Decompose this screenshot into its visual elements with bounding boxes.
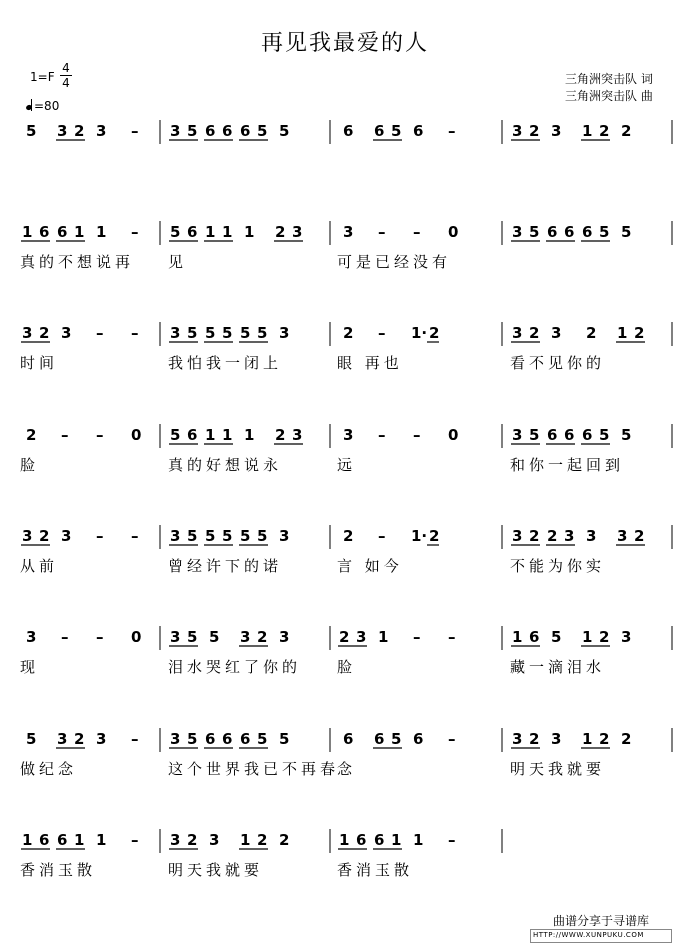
lyric-line: 可是已经没有 bbox=[337, 253, 452, 271]
note: 3 bbox=[209, 831, 220, 849]
note: 6 bbox=[205, 730, 216, 748]
note: 2 bbox=[74, 122, 85, 140]
note: 1 bbox=[413, 831, 424, 849]
note: 3 bbox=[57, 122, 68, 140]
note: 6 bbox=[564, 426, 575, 444]
note: 3 bbox=[170, 527, 181, 545]
note: 1 bbox=[96, 831, 107, 849]
note: 3 bbox=[564, 527, 575, 545]
note: 1 bbox=[391, 831, 402, 849]
footer-source: 曲谱分享于寻谱库 bbox=[553, 914, 650, 928]
note: 5 bbox=[170, 223, 181, 241]
note: 2 bbox=[343, 527, 354, 545]
note: 5 bbox=[599, 426, 610, 444]
note: 1 bbox=[617, 324, 628, 342]
note: 5 bbox=[222, 324, 233, 342]
note: 2 bbox=[599, 730, 610, 748]
note: 3 bbox=[512, 324, 523, 342]
lyric-line: 脸 bbox=[20, 456, 40, 474]
dash: – bbox=[96, 527, 104, 545]
note: 1 bbox=[205, 426, 216, 444]
dash: – bbox=[448, 122, 456, 140]
footer-url: HTTP://WWW.XUNPUKU.COM bbox=[533, 931, 644, 939]
note: 2 bbox=[343, 324, 354, 342]
note: 3 bbox=[170, 324, 181, 342]
note: 1 bbox=[378, 628, 389, 646]
note: 3 bbox=[170, 831, 181, 849]
note: 3 bbox=[279, 324, 290, 342]
note: 2 bbox=[74, 730, 85, 748]
lyric-line: 从前 bbox=[20, 557, 59, 575]
note: 1 bbox=[222, 426, 233, 444]
dash: – bbox=[413, 628, 421, 646]
note: 6 bbox=[374, 122, 385, 140]
note: 6 bbox=[356, 831, 367, 849]
note: 6 bbox=[343, 730, 354, 748]
note: 2 bbox=[634, 324, 645, 342]
note: 1 bbox=[244, 223, 255, 241]
note: 5 bbox=[279, 730, 290, 748]
note: 0 bbox=[448, 426, 459, 444]
lyric-line: 明天我就要 bbox=[510, 760, 606, 778]
note: 3 bbox=[512, 122, 523, 140]
note: 2 bbox=[547, 527, 558, 545]
tempo-value: =80 bbox=[34, 99, 60, 113]
note: 1· bbox=[411, 324, 428, 342]
note: 3 bbox=[586, 527, 597, 545]
note: 5 bbox=[621, 426, 632, 444]
note: 3 bbox=[292, 223, 303, 241]
note: 3 bbox=[22, 527, 33, 545]
note: 1· bbox=[411, 527, 428, 545]
note: 5 bbox=[26, 730, 37, 748]
note: 5 bbox=[621, 223, 632, 241]
note: 3 bbox=[170, 730, 181, 748]
lyricist-credit: 三角洲突击队 词 bbox=[565, 72, 653, 86]
note: 2 bbox=[275, 426, 286, 444]
note: 3 bbox=[26, 628, 37, 646]
note: 1 bbox=[22, 223, 33, 241]
lyric-line: 真的好想说永 bbox=[168, 456, 283, 474]
note: 1 bbox=[582, 730, 593, 748]
dash: – bbox=[131, 831, 139, 849]
note: 3 bbox=[279, 527, 290, 545]
note: 5 bbox=[209, 628, 220, 646]
note: 2 bbox=[279, 831, 290, 849]
lyric-line: 眼 再也 bbox=[337, 354, 403, 372]
note: 3 bbox=[551, 730, 562, 748]
note: 6 bbox=[57, 223, 68, 241]
dash: – bbox=[131, 324, 139, 342]
note: 2 bbox=[586, 324, 597, 342]
key-signature: 1=F bbox=[30, 70, 55, 84]
lyric-line: 见 bbox=[168, 253, 188, 271]
lyric-line: 香消玉散 bbox=[20, 861, 97, 879]
note: 2 bbox=[529, 527, 540, 545]
note: 2 bbox=[634, 527, 645, 545]
lyric-line: 香消玉散 bbox=[337, 861, 414, 879]
meter-bottom: 4 bbox=[62, 76, 70, 90]
note: 3 bbox=[170, 122, 181, 140]
note: 2 bbox=[429, 527, 440, 545]
note: 6 bbox=[57, 831, 68, 849]
note: 1 bbox=[74, 223, 85, 241]
dash: – bbox=[448, 831, 456, 849]
note: 3 bbox=[343, 223, 354, 241]
note: 2 bbox=[599, 122, 610, 140]
note: 5 bbox=[187, 730, 198, 748]
note: 5 bbox=[187, 527, 198, 545]
note: 5 bbox=[551, 628, 562, 646]
dash: – bbox=[448, 628, 456, 646]
note: 1 bbox=[582, 122, 593, 140]
dash: – bbox=[131, 122, 139, 140]
note: 2 bbox=[529, 324, 540, 342]
lyric-line: 看不见你的 bbox=[510, 354, 606, 372]
note: 1 bbox=[512, 628, 523, 646]
lyric-line: 泪水哭红了你的 bbox=[168, 658, 302, 676]
note: 3 bbox=[61, 324, 72, 342]
dash: – bbox=[378, 527, 386, 545]
note: 2 bbox=[275, 223, 286, 241]
note: 6 bbox=[547, 426, 558, 444]
note: 6 bbox=[205, 122, 216, 140]
note: 6 bbox=[187, 426, 198, 444]
note: 5 bbox=[170, 426, 181, 444]
note: 3 bbox=[57, 730, 68, 748]
note: 1 bbox=[339, 831, 350, 849]
note: 5 bbox=[391, 730, 402, 748]
note: 5 bbox=[205, 324, 216, 342]
note: 6 bbox=[343, 122, 354, 140]
note: 2 bbox=[621, 730, 632, 748]
lyric-line: 时间 bbox=[20, 354, 59, 372]
note: 6 bbox=[564, 223, 575, 241]
note: 3 bbox=[96, 122, 107, 140]
note: 2 bbox=[39, 324, 50, 342]
note: 5 bbox=[529, 426, 540, 444]
note: 3 bbox=[240, 628, 251, 646]
lyric-line: 明天我就要 bbox=[168, 861, 264, 879]
note: 1 bbox=[96, 223, 107, 241]
note: 5 bbox=[26, 122, 37, 140]
note: 6 bbox=[413, 122, 424, 140]
lyric-line: 远 bbox=[337, 456, 357, 474]
note: 0 bbox=[131, 628, 142, 646]
note: 6 bbox=[413, 730, 424, 748]
note: 0 bbox=[131, 426, 142, 444]
dash: – bbox=[448, 730, 456, 748]
note: 1 bbox=[244, 426, 255, 444]
note: 3 bbox=[551, 122, 562, 140]
dash: – bbox=[378, 324, 386, 342]
note: 5 bbox=[187, 628, 198, 646]
note: 2 bbox=[621, 122, 632, 140]
dash: – bbox=[131, 527, 139, 545]
dash: – bbox=[413, 426, 421, 444]
note: 3 bbox=[22, 324, 33, 342]
lyric-line: 这个世界我已不再春 bbox=[168, 760, 340, 778]
note: 0 bbox=[448, 223, 459, 241]
note: 5 bbox=[240, 527, 251, 545]
dash: – bbox=[96, 324, 104, 342]
note: 6 bbox=[240, 122, 251, 140]
note: 3 bbox=[512, 730, 523, 748]
note: 5 bbox=[279, 122, 290, 140]
dash: – bbox=[61, 426, 69, 444]
note: 1 bbox=[74, 831, 85, 849]
lyric-line: 藏一滴泪水 bbox=[510, 658, 606, 676]
note: 3 bbox=[356, 628, 367, 646]
dash: – bbox=[413, 223, 421, 241]
note: 5 bbox=[391, 122, 402, 140]
note: 5 bbox=[240, 324, 251, 342]
note: 6 bbox=[529, 628, 540, 646]
note: 2 bbox=[257, 831, 268, 849]
meter-top: 4 bbox=[62, 61, 70, 75]
note: 6 bbox=[222, 730, 233, 748]
note: 3 bbox=[512, 426, 523, 444]
song-title: 再见我最爱的人 bbox=[260, 31, 429, 56]
dash: – bbox=[378, 223, 386, 241]
note: 1 bbox=[240, 831, 251, 849]
note: 3 bbox=[279, 628, 290, 646]
note: 5 bbox=[205, 527, 216, 545]
lyric-line: 念 bbox=[337, 760, 357, 778]
note: 5 bbox=[599, 223, 610, 241]
note: 3 bbox=[61, 527, 72, 545]
lyric-line: 现 bbox=[20, 658, 40, 676]
note: 5 bbox=[257, 324, 268, 342]
note: 6 bbox=[374, 831, 385, 849]
note: 1 bbox=[582, 628, 593, 646]
note: 3 bbox=[292, 426, 303, 444]
dash: – bbox=[131, 223, 139, 241]
note: 3 bbox=[512, 527, 523, 545]
note: 5 bbox=[257, 730, 268, 748]
composer-credit: 三角洲突击队 曲 bbox=[565, 89, 653, 103]
note: 6 bbox=[222, 122, 233, 140]
note: 2 bbox=[599, 628, 610, 646]
note: 2 bbox=[339, 628, 350, 646]
note: 1 bbox=[222, 223, 233, 241]
note: 3 bbox=[170, 628, 181, 646]
lyric-line: 真的不想说再 bbox=[20, 253, 135, 271]
note: 2 bbox=[529, 122, 540, 140]
lyric-line: 曾经许下的诺 bbox=[168, 557, 283, 575]
note: 3 bbox=[96, 730, 107, 748]
note: 6 bbox=[582, 426, 593, 444]
lyric-line: 做纪念 bbox=[20, 760, 78, 778]
note: 3 bbox=[551, 324, 562, 342]
lyric-line: 不能为你实 bbox=[510, 557, 606, 575]
note: 3 bbox=[512, 223, 523, 241]
note: 1 bbox=[205, 223, 216, 241]
note: 6 bbox=[374, 730, 385, 748]
dash: – bbox=[378, 426, 386, 444]
note: 2 bbox=[187, 831, 198, 849]
note: 3 bbox=[343, 426, 354, 444]
note: 6 bbox=[582, 223, 593, 241]
note: 6 bbox=[240, 730, 251, 748]
note: 1 bbox=[22, 831, 33, 849]
note: 6 bbox=[39, 223, 50, 241]
note: 5 bbox=[257, 527, 268, 545]
note: 2 bbox=[26, 426, 37, 444]
note: 6 bbox=[547, 223, 558, 241]
lyric-line: 脸 bbox=[337, 658, 357, 676]
lyric-line: 我怕我一闭上 bbox=[168, 354, 283, 372]
note: 6 bbox=[39, 831, 50, 849]
note: 6 bbox=[187, 223, 198, 241]
note: 2 bbox=[257, 628, 268, 646]
dash: – bbox=[61, 628, 69, 646]
note: 2 bbox=[39, 527, 50, 545]
note: 5 bbox=[257, 122, 268, 140]
dash: – bbox=[131, 730, 139, 748]
note: 3 bbox=[621, 628, 632, 646]
lyric-line: 言 如今 bbox=[337, 557, 403, 575]
note: 5 bbox=[187, 122, 198, 140]
note: 5 bbox=[187, 324, 198, 342]
note: 5 bbox=[222, 527, 233, 545]
dash: – bbox=[96, 426, 104, 444]
dash: – bbox=[96, 628, 104, 646]
note: 5 bbox=[529, 223, 540, 241]
note: 2 bbox=[529, 730, 540, 748]
note: 2 bbox=[429, 324, 440, 342]
lyric-line: 和你一起回到 bbox=[510, 456, 625, 474]
note: 3 bbox=[617, 527, 628, 545]
